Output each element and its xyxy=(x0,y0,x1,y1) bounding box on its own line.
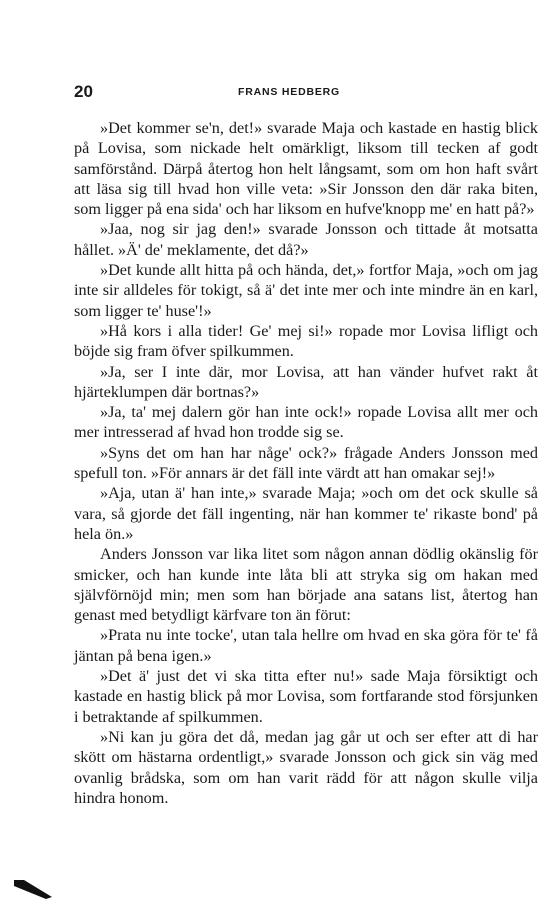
paragraph: »Jaa, nog sir jag den!» svarade Jonsson och tittade åt motsatta hållet. »Ä' de' meklamente, det då?» xyxy=(74,220,538,259)
body-text xyxy=(74,118,538,808)
paragraph: »Det kommer se'n, det!» svarade Maja och kastade en hastig blick på Lovisa, som nickade helt omärkligt, liksom till tecken af godt samförstånd. Därpå återtog hon helt långsamt, som om hon haft svårt att läsa sig till hvad hon ville veta: »Sir Jonsson den där raka biten, som ligger på ena sida' och har liksom en hufve'knopp me' en hatt på?» xyxy=(74,119,538,219)
page-number: 20 xyxy=(74,82,93,101)
paragraph: »Aja, utan ä' han inte,» svarade Maja; »och om det ock skulle så vara, så gjorde det fäll ingenting, när han kommer te' rikaste bond' på hela ön.» xyxy=(74,484,538,543)
paragraph: Anders Jonsson var lika litet som någon annan dödlig okänslig för smicker, och han kunde inte låta bli att stryka sig om hakan med självförnöjd min; men som han började ana satans list, återtog han genast med betydligt kärfvare ton än förut: xyxy=(74,545,538,625)
paragraph: »Prata nu inte tocke', utan tala hellre om hvad en ska göra för te' få jäntan på bena igen.» xyxy=(74,626,538,665)
running-head: FRANS HEDBERG xyxy=(238,86,340,98)
paragraph: »Syns det om han har någe' ock?» frågade Anders Jonsson med spefull ton. »För annars är det fäll inte värdt att han omakar sej!» xyxy=(74,443,538,483)
paragraph: »Det ä' just det vi ska titta efter nu!» sade Maja försiktigt och kastade en hastig blick på mor Lovisa, som fortfarande stod försjunken i betraktande af spilkummen. xyxy=(74,667,538,726)
paragraph: »Ja, ser I inte där, mor Lovisa, att han vänder hufvet rakt åt hjärteklumpen där bortnas?» xyxy=(74,362,538,401)
paragraph: »Hå kors i alla tider! Ge' mej si!» ropade mor Lovisa lifligt och böjde sig fram öfver spilkummen. xyxy=(74,321,538,361)
paragraph: »Ja, ta' mej dalern gör han inte ock!» ropade Lovisa allt mer och mer intresserad af hvad hon trodde sig se. xyxy=(74,403,538,442)
scan-mark-icon xyxy=(12,878,54,900)
paragraph: »Ni kan ju göra det då, medan jag går ut och ser efter att di har skött om hästarna ordentligt,» svarade Jonsson och gick sin väg med ovanlig brådska, som om han varit rädd för att någon skulle vilja hindra honom. xyxy=(74,727,538,807)
paragraph: »Det kunde allt hitta på och hända, det,» fortfor Maja, »och om jag inte sir alldeles för tokigt, så ä' det inte mer och inte mindre än en karl, som ligger te' huse'!» xyxy=(74,261,538,320)
page-header xyxy=(74,82,504,108)
